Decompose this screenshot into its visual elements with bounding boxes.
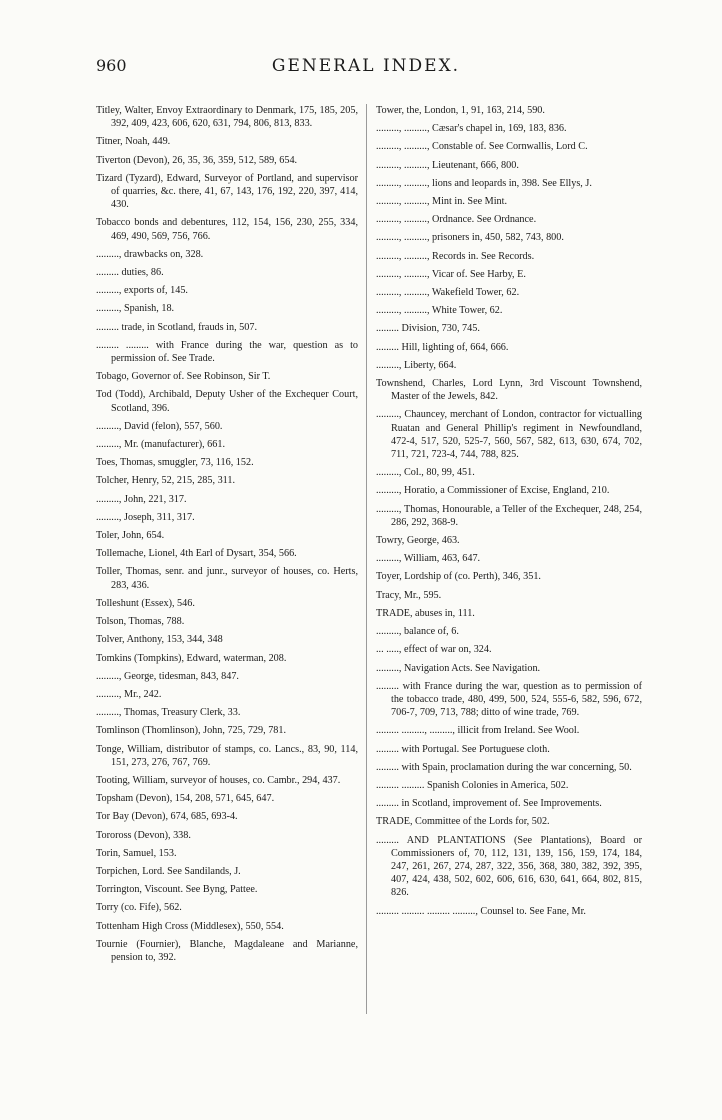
index-entry: Tobacco bonds and debentures, 112, 154, 156, 230, 255, 334, 469, 490, 569, 756, 766. (96, 217, 358, 242)
index-entry: ........., John, 221, 317. (96, 493, 187, 505)
index-entry: ......... ......... Spanish Colonies in America, 502. (376, 779, 569, 791)
index-entry: Tolson, Thomas, 788. (96, 616, 185, 628)
index-entry: Tower, the, London, 1, 91, 163, 214, 590. (376, 105, 545, 116)
index-entry: Titner, Noah, 449. (96, 136, 171, 148)
index-entry: ... ....., effect of war on, 324. (376, 644, 492, 656)
index-entry: ......... AND PLANTATIONS (See Plantations), Board or Commissioners of, 70, 112, 131, 139, 156, 159, 174, 184, 247, 261, 267, 274, 287, 322, 356, 368, 380, 382, 392, 395, 407, 424, 438, 502, 602, 606, 616, 630, 641, 664, 802, 815, 826. (376, 834, 642, 899)
index-entry: Torrington, Viscount. See Byng, Pattee. (96, 884, 258, 896)
column-divider (366, 104, 367, 1014)
index-entry: Tolver, Anthony, 153, 344, 348 (96, 634, 223, 646)
index-entry: ......... ........., ........., illicit from Ireland. See Wool. (376, 725, 580, 737)
index-entry: Toes, Thomas, smuggler, 73, 116, 152. (96, 457, 254, 469)
index-entry: Tottenham High Cross (Middlesex), 550, 554. (96, 920, 284, 932)
index-entry: ........., ........., Cæsar's chapel in, 169, 183, 836. (376, 123, 567, 135)
index-entry: ........., Col., 80, 99, 451. (376, 467, 475, 479)
index-entry: ........., balance of, 6. (376, 626, 459, 638)
index-entry: ......... with Spain, proclamation during the war concerning, 50. (376, 761, 632, 773)
index-column-right (376, 104, 642, 923)
index-entry: Tomlinson (Thomlinson), John, 725, 729, 781. (96, 725, 287, 737)
index-entry: ........., ........., Constable of. See Cornwallis, Lord C. (376, 141, 588, 153)
index-entry: ......... ......... with France during the war, question as to permission of. See Trade. (96, 339, 358, 365)
index-entry: Tolleshunt (Essex), 546. (96, 597, 195, 609)
index-entry: ........., Spanish, 18. (96, 303, 175, 315)
index-entry: ........., ........., prisoners in, 450, 582, 743, 800. (376, 232, 564, 244)
index-entry: ........., Liberty, 664. (376, 359, 457, 371)
index-entry: ........., George, tidesman, 843, 847. (96, 670, 239, 682)
index-entry: ........., Horatio, a Commissioner of Excise, England, 210. (376, 485, 610, 497)
index-entry: ........., Mr., 242. (96, 688, 162, 700)
index-entry: ......... Division, 730, 745. (376, 323, 480, 335)
index-entry: ......... with France during the war, question as to permission of the tobacco trade, 480, 499, 500, 524, 555-6, 582, 596, 672, 706-7, 709, 713, 788; ditto of wine trade, 769. (376, 680, 642, 719)
index-entry: TRADE, abuses in, 111. (376, 607, 475, 619)
index-entry: ......... ......... ......... ........., Counsel to. See Fane, Mr. (376, 905, 586, 917)
index-entry: Torry (co. Fife), 562. (96, 902, 182, 914)
index-entry: ........., drawbacks on, 328. (96, 248, 204, 260)
index-entry: Topsham (Devon), 154, 208, 571, 645, 647. (96, 793, 275, 805)
index-entry: Tiverton (Devon), 26, 35, 36, 359, 512, 589, 654. (96, 154, 298, 166)
index-entry: ........., Thomas, Treasury Clerk, 33. (96, 707, 241, 719)
index-entry: Tomkins (Tompkins), Edward, waterman, 208. (96, 652, 287, 664)
index-entry: Tournie (Fournier), Blanche, Magdaleane and Marianne, pension to, 392. (96, 938, 358, 963)
index-entry: ........., Chauncey, merchant of London, contractor for victualling Ruatan and General Phillip's regiment in Newfoundland, 472-4, 517, 520, 525-7, 560, 567, 582, 613, 630, 674, 702, 711, 721, 723-4, 744, 788, 825. (376, 409, 642, 461)
index-entry: Tooting, William, surveyor of houses, co. Cambr., 294, 437. (96, 774, 341, 786)
index-entry: Toyer, Lordship of (co. Perth), 346, 351. (376, 571, 541, 583)
index-entry: Toroross (Devon), 338. (96, 829, 191, 841)
index-entry: ......... duties, 86. (96, 267, 164, 279)
index-entry: Tod (Todd), Archibald, Deputy Usher of the Exchequer Court, Scotland, 396. (96, 389, 358, 414)
page-header (96, 56, 636, 80)
index-entry: Tizard (Tyzard), Edward, Surveyor of Portland, and supervisor of quarries, &c. there, 41, 67, 143, 176, 192, 220, 397, 414, 430. (96, 172, 358, 211)
index-entry: ......... with Portugal. See Portuguese cloth. (376, 743, 550, 755)
index-entry: Titley, Walter, Envoy Extraordinary to Denmark, 175, 185, 205, 392, 409, 423, 606, 620, 631, 794, 806, 813, 833. (96, 105, 358, 130)
index-entry: Tor Bay (Devon), 674, 685, 693-4. (96, 811, 238, 823)
index-entry: Toler, John, 654. (96, 530, 165, 542)
index-entry: ........., Mr. (manufacturer), 661. (96, 439, 226, 451)
index-entry: ........., ........., Lieutenant, 666, 800. (376, 159, 519, 171)
index-entry: Torpichen, Lord. See Sandilands, J. (96, 865, 241, 877)
index-entry: ......... in Scotland, improvement of. See Improvements. (376, 798, 602, 810)
index-entry: ........., ........., Mint in. See Mint. (376, 196, 508, 208)
index-entry: ......... Hill, lighting of, 664, 666. (376, 341, 509, 353)
index-entry: Townshend, Charles, Lord Lynn, 3rd Viscount Townshend, Master of the Jewels, 842. (376, 378, 642, 403)
index-entry: Torin, Samuel, 153. (96, 847, 177, 859)
index-entry: ........., ........., Records in. See Records. (376, 250, 535, 262)
index-column-left (96, 104, 358, 969)
page-number: 960 (96, 56, 127, 75)
index-entry: ........., ........., Ordnance. See Ordnance. (376, 214, 537, 226)
index-entry: ......... trade, in Scotland, frauds in, 507. (96, 321, 257, 333)
index-entry: ........., ........., lions and leopards in, 398. See Ellys, J. (376, 177, 592, 189)
page-title: GENERAL INDEX. (271, 56, 461, 76)
index-entry: ........., Navigation Acts. See Navigation. (376, 662, 541, 674)
index-entry: Tollemache, Lionel, 4th Earl of Dysart, 354, 566. (96, 548, 297, 560)
index-entry: Towry, George, 463. (376, 535, 460, 547)
index-entry: TRADE, Committee of the Lords for, 502. (376, 816, 550, 828)
index-entry: Tobago, Governor of. See Robinson, Sir T. (96, 371, 271, 383)
index-entry: ........., exports of, 145. (96, 285, 188, 297)
index-entry: Tolcher, Henry, 52, 215, 285, 311. (96, 475, 236, 487)
index-entry: ........., ........., Vicar of. See Harby, E. (376, 268, 526, 280)
index-entry: ........., William, 463, 647. (376, 553, 481, 565)
index-entry: Toller, Thomas, senr. and junr., surveyor of houses, co. Herts, 283, 436. (96, 566, 358, 591)
index-entry: ........., David (felon), 557, 560. (96, 420, 223, 432)
index-entry: ........., Thomas, Honourable, a Teller of the Exchequer, 248, 254, 286, 292, 368-9. (376, 503, 642, 528)
index-entry: Tracy, Mr., 595. (376, 589, 442, 601)
index-entry: ........., ........., Wakefield Tower, 62. (376, 287, 520, 299)
index-entry: ........., Joseph, 311, 317. (96, 511, 195, 523)
index-entry: Tonge, William, distributor of stamps, co. Lancs., 83, 90, 114, 151, 273, 276, 767, 769. (96, 743, 358, 768)
index-entry: ........., ........., White Tower, 62. (376, 305, 503, 317)
